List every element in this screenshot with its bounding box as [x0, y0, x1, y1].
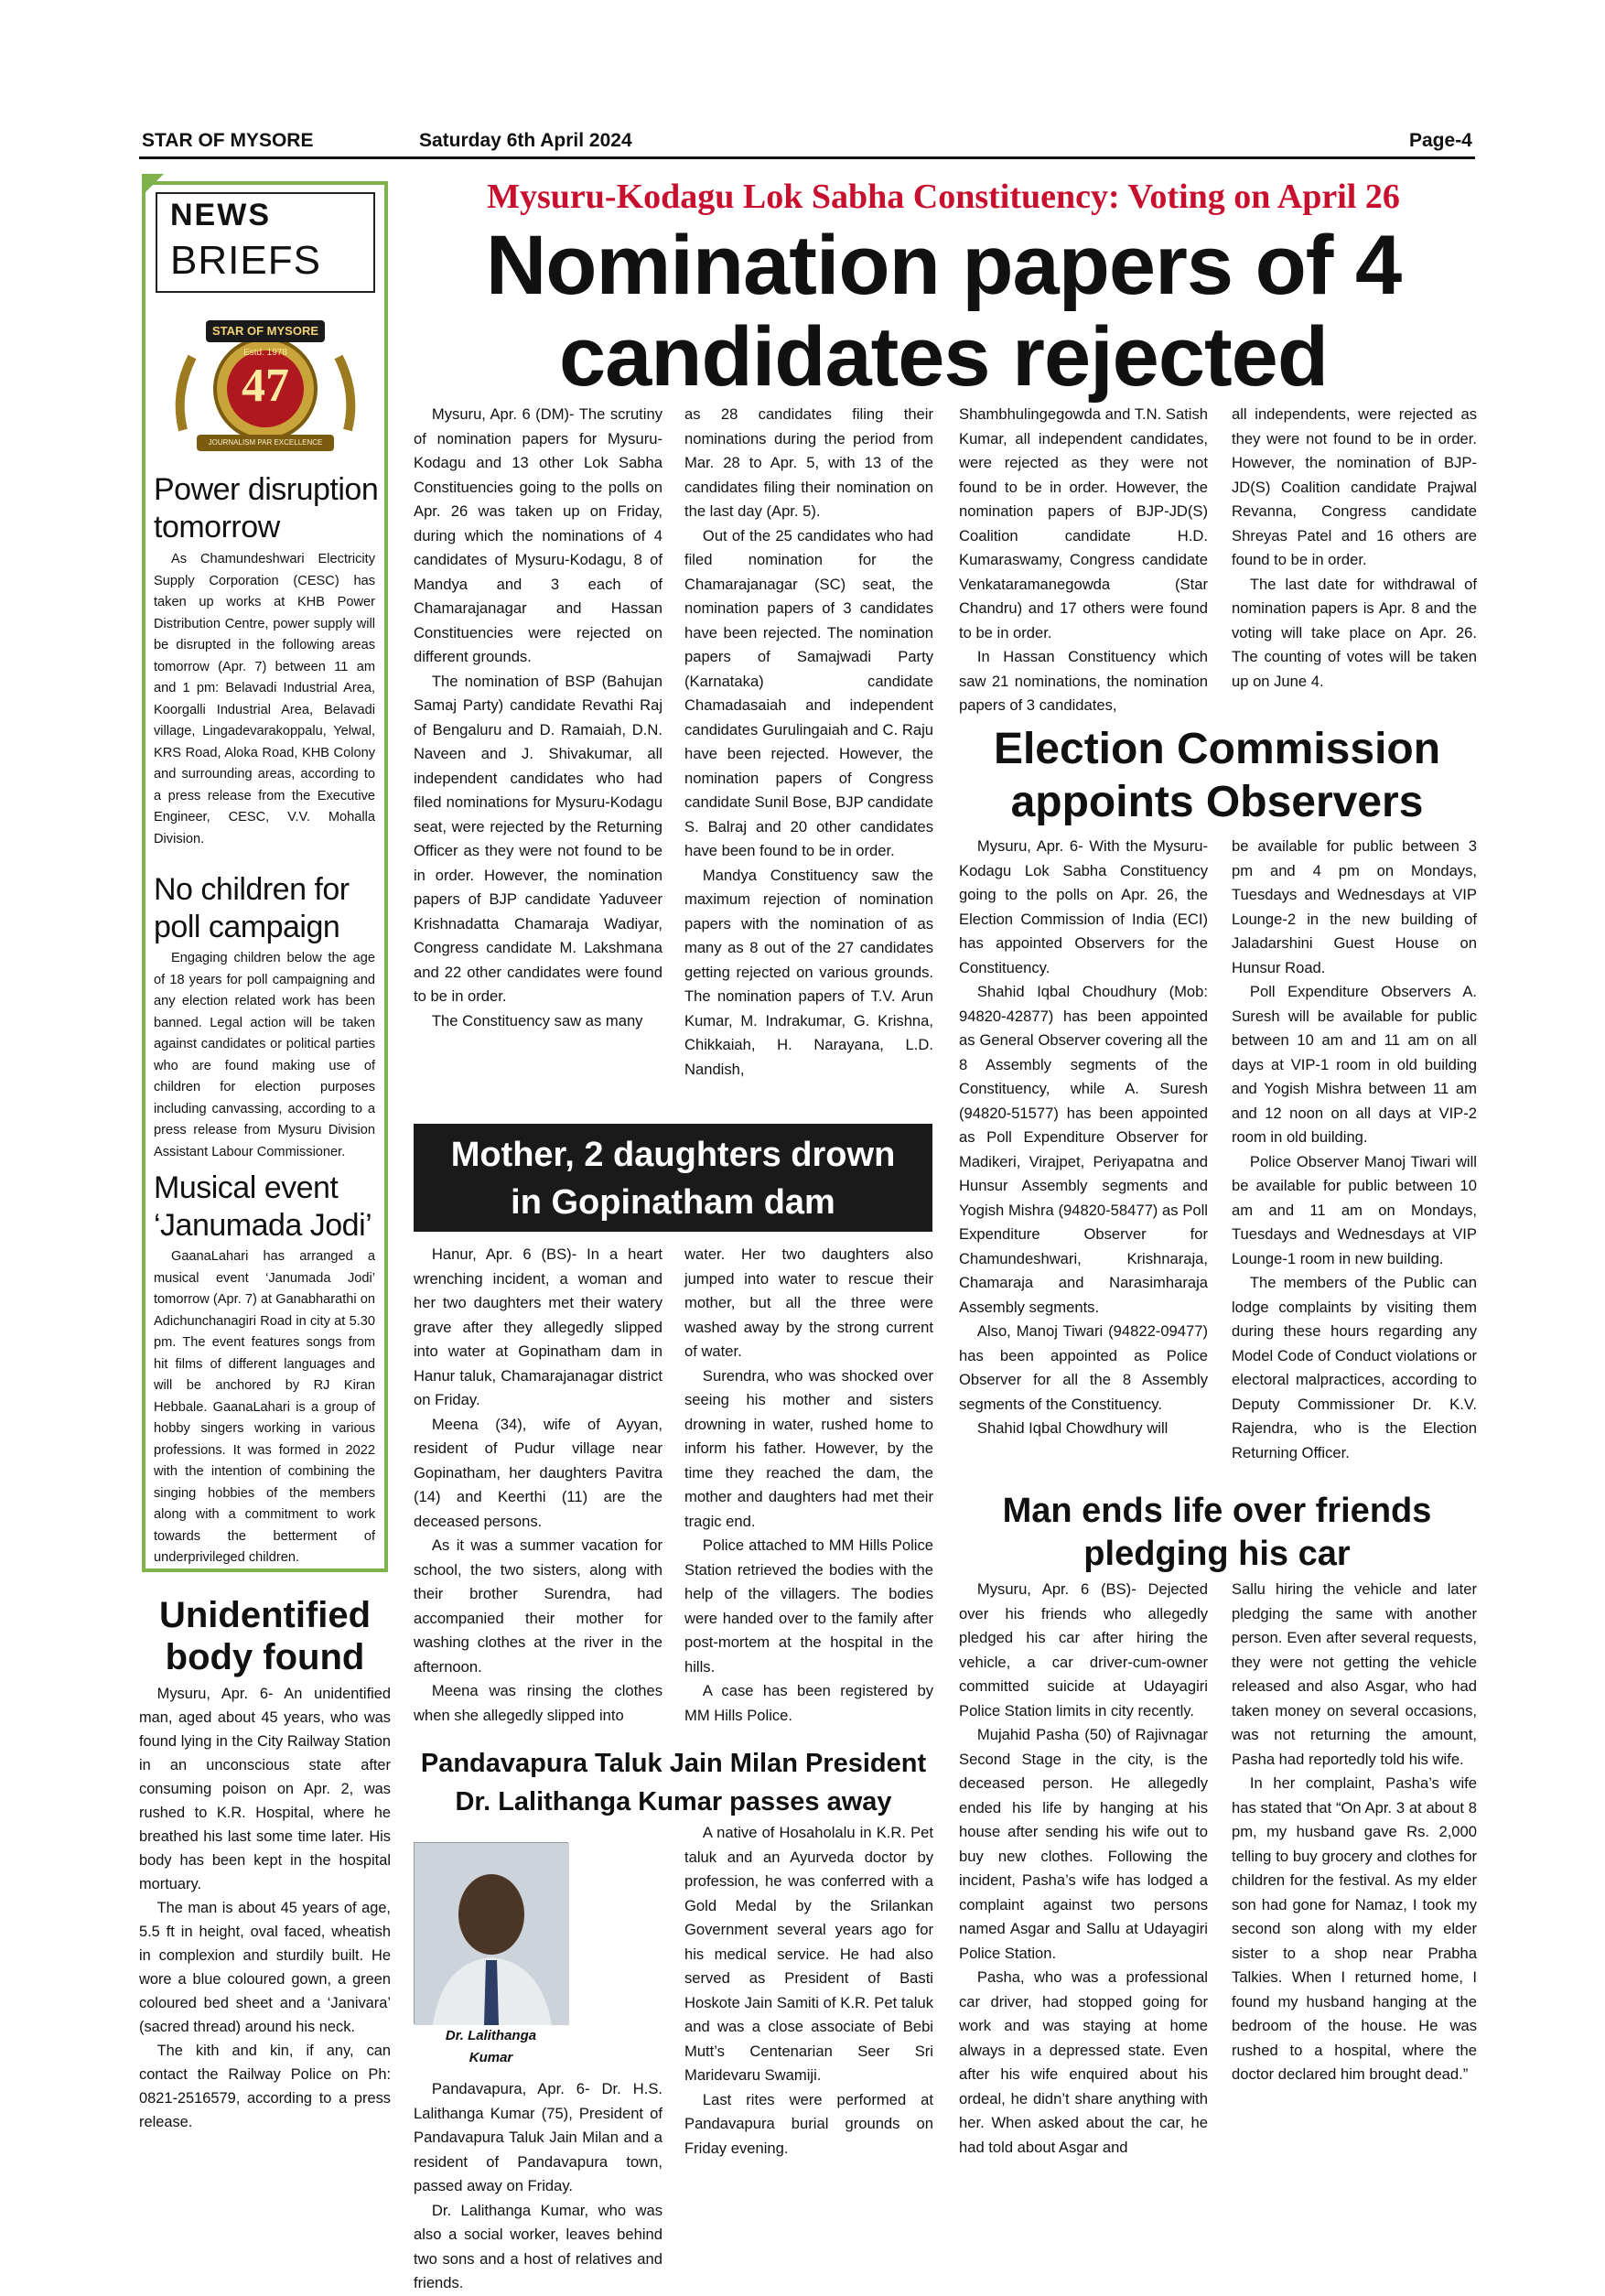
briefs-label-briefs: BRIEFS	[170, 238, 321, 283]
election-headline: Election Commission appoints Observers	[993, 725, 1441, 826]
lead-kicker: Mysuru-Kodagu Lok Sabha Constituency: Voting on April 26	[487, 178, 1400, 216]
lead-col-4: all independents, were rejected as they were not found to be in order. However, the nomination of BJP-JD(S) Coalition candidate Prajwal Revanna, Congress candidate Shreyas Patel and 16 others are found to be in order. The last date for withdrawal of nomination papers is Apr. 8 and the voting will take place on Apr. 26. The counting of votes will be taken up on June 4.	[1232, 405, 1477, 690]
brief-body-musical: GaanaLahari has arranged a musical event ‘Janumada Jodi’ tomorrow (Apr. 7) at Ganabharathi on Adichunchanagiri Road in city at 5.30 pm. The event features songs from hit films of different languages and will be anchored by RJ Kiran Hebbale. GaanaLahari is a group of hobby singers working in various professions. It was formed in 2022 with the intention of combining the singing hobbies of the members along with a commitment to work towards the betterment of underprivileged children.	[154, 1249, 375, 1565]
unidentified-article: Mysuru, Apr. 6- An unidentified man, aged about 45 years, who was found lying in the City Railway Station in an unconscious state after consuming poison on Apr. 2, was rushed to K.R. Hospital, where he breathed his last some time later. His body has been kept in the hospital mortuary. The man is about 45 years of age, 5.5 ft in height, oval faced, wheatish in complexion and sturdily built. He wore a blue coloured gown, a green coloured bed sheet and a ‘Janivara’ (sacred thread) around his neck. The kith and kin, if any, can contact the Railway Police on Ph: 0821-2516579, according to a press release.	[139, 1686, 391, 2130]
drown-col-1: Hanur, Apr. 6 (BS)- In a heart wrenching incident, a woman and her two daughters met their watery grave after they allegedly slipped into water at Gopinatham dam in Hanur taluk, Chamarajanagar district on Friday. Meena (34), wife of Ayyan, resident of Pudur village near Gopinatham, her daughters Pavitra (14) and Keerthi (11) are the deceased persons. As it was a summer vacation for school, the two sisters, along with their brother Surendra, had accompanied their mother for washing clothes at the river in the afternoon. Meena was rinsing the clothes when she allegedly slipped into	[414, 1245, 662, 1724]
obit-col-1: Pandavapura, Apr. 6- Dr. H.S. Lalithanga Kumar (75), President of Pandavapura Taluk Jain Milan and a resident of Pandavapura town, passed away on Friday. Dr. Lalithanga Kumar, who was also a social worker, leaves behind two sons and a host of relatives and friends.	[414, 1821, 662, 2156]
issue-date: Saturday 6th April 2024	[419, 130, 632, 151]
logo-top-text: STAR OF MYSORE	[211, 324, 319, 338]
election-col-2: be available for public between 3 pm and 4 pm on Mondays, Tuesdays and Wednesdays at VIP Lounge-2 in the new building of Jaladarshini Guest House on Hunsur Road. Poll Expenditure Observers A. Suresh will be available for public between 10 am and 11 am on all days at VIP-1 room in old building and Yogish Mishra between 11 am and 12 noon on all days at VIP-2 room in old building. Police Observer Manoj Tiwari will be available for public between 10 am and 11 am on Mondays, Tuesdays and Wednesdays at VIP Lounge-1 room in new building. The members of the Public can lodge complaints by visiting them during these hours regarding any Model Code of Conduct violations or electoral malpractices, according to Deputy Commissioner Dr. K.V. Rajendra, who is the Election Returning Officer.	[1232, 837, 1477, 1461]
obit-headline: Pandavapura Taluk Jain Milan President Dr. Lalithanga Kumar passes away	[420, 1749, 927, 1816]
lead-col-3: Shambhulingegowda and T.N. Satish Kumar, all independent candidates, were rejected as they were not found to be in order. However, the nomination papers of BJP-JD(S) Coalition candidate H.D. Kumaraswamy, Congress candidate Venkataramanegowda (Star Chandru) and 17 others were found to be in order. In Hassan Constituency which saw 21 nominations, the nomination papers of 3 candidates,	[959, 405, 1208, 714]
masthead-rule	[139, 156, 1475, 159]
suicide-col-2: Sallu hiring the vehicle and later pledging the same with another person. Even after several requests, they were not getting the vehicle released and also Asgar, who had taken money on several occasions, was not returning the amount, Pasha had reportedly told his wife. In her complaint, Pasha’s wife has stated that “On Apr. 3 at about 8 pm, my husband gave Rs. 2,000 telling to buy grocery and clothes for children for the festival. As my elder son had gone for Namaz, I took my second son along with my elder sister to a shop near Prabha Talkies. When I returned home, I found my husband hanging at the bedroom of the house. He was rushed to a hospital, where the doctor declared him brought dead.”	[1232, 1580, 1477, 2083]
brief-title-power-l2: tomorrow	[154, 510, 280, 544]
news-briefs-header	[156, 192, 375, 293]
brief-title-children-l1: No children for	[154, 872, 350, 907]
unidentified-headline: Unidentified body found	[158, 1595, 372, 1677]
brief-title-musical-l1: Musical event	[154, 1170, 339, 1205]
drown-col-2: water. Her two daughters also jumped into water to rescue their mother, but all the three were washed away by the strong current of water. Surendra, who was shocked over seeing his mother and sisters drowning in water, rushed home to inform his father. However, by the time they reached the dam, the mother and daughters had met their tragic end. Police attached to MM Hills Police Station retrieved the bodies with the help of the villagers. The bodies were handed over to the family after post-mortem at the hospital in the hills. A case has been registered by MM Hills Police.	[684, 1245, 933, 1724]
logo-ribbon: JOURNALISM PAR EXCELLENCE	[208, 438, 323, 447]
photo-float-spacer	[414, 1821, 580, 2077]
brief-title-power-l1: Power disruption	[154, 472, 379, 507]
briefs-label-news: NEWS	[170, 198, 271, 232]
page-number: Page-4	[1409, 130, 1472, 151]
suicide-col-1: Mysuru, Apr. 6 (BS)- Dejected over his friends who allegedly pledged his car after hiring the vehicle, a car driver-cum-owner committed suicide at Udayagiri Police Station limits in city recently. Mujahid Pasha (50) of Rajivnagar Second Stage in the city, is the deceased person. He allegedly ended his life by hanging at his house after sending his wife out to buy new clothes. Following the incident, Pasha’s wife has lodged a complaint against two persons named Asgar and Sallu at Udayagiri Police Station. Pasha, who was a professional car driver, had stopped going for work and was staying at home always in a depressed state. Even after his wife enquired about his ordeal, he didn’t share anything with her. When asked about the car, he had told about Asgar and	[959, 1580, 1208, 2156]
newspaper-name: STAR OF MYSORE	[142, 130, 314, 151]
logo-number: 47	[242, 360, 289, 412]
brief-body-children: Engaging children below the age of 18 years for poll campaigning and any election related work has been banned. Legal action will be taken against candidates or political parties who are found making use of children for election purposes including canvassing, according to a press release from Mysuru Division Assistant Labour Commissioner.	[154, 951, 375, 1159]
star-of-mysore-47-logo	[156, 302, 375, 467]
lead-col-1: Mysuru, Apr. 6 (DM)- The scrutiny of nomination papers for Mysuru-Kodagu and 13 other Lok Sabha Constituencies going to the polls on Apr. 26 was taken up on Friday, during which the nominations of 4 candidates of Mysuru-Kodagu, 8 of Mandya and 3 each of Chamarajanagar and Hassan Constituencies were rejected on different grounds. The nomination of BSP (Bahujan Samaj Party) candidate Revathi Raj of Bengaluru and D. Ramaiah, D.N. Naveen and J. Shivakumar, all independent candidates who had filed nominations for Mysuru-Kodagu seat, were rejected by the Returning Officer as they were not found to be in order. However, the nomination papers of BJP candidate Yaduveer Krishnadatta Chamaraja Wadiyar, Congress candidate M. Lakshmana and 22 other candidates were found to be in order. The Constituency saw as many	[414, 405, 662, 1029]
election-col-1: Mysuru, Apr. 6- With the Mysuru-Kodagu Lok Sabha Constituency going to the polls on Apr. 26, the Election Commission of India (ECI) has appointed Observers for the Constituency. Shahid Iqbal Choudhury (Mob: 94820-42877) has been appointed as General Observer covering all the 8 Assembly segments of the Constituency, while A. Suresh (94820-51577) has been appointed as Poll Expenditure Observer for Madikeri, Virajpet, Periyapatna and Hunsur Assembly segments and Yogish Mishra (94820-58477) as Poll Expenditure Observer for Chamundeshwari, Krishnaraja, Chamaraja and Narasimharaja Assembly segments. Also, Manoj Tiwari (94822-09477) has been appointed as Police Observer for all the 8 Assembly segments of the Constituency. Shahid Iqbal Chowdhury will	[959, 837, 1208, 1437]
brief-body-power: As Chamundeshwari Electricity Supply Corporation (CESC) has taken up works at KHB Power Distribution Centre, power supply will be disrupted in the following areas tomorrow (Apr. 7) between 11 am and 1 pm: Belavadi Industrial Area, Koorgalli Industrial Area, Belavadi village, Lingadevarakoppalu, Yelwal, KRS Road, Aloka Road, KHB Colony and surrounding areas, according to a press release from the Executive Engineer, CESC, V.V. Mohalla Division.	[154, 552, 375, 846]
brief-title-children-l2: poll campaign	[154, 910, 340, 944]
obit-col-2: A native of Hosaholalu in K.R. Pet taluk and an Ayurveda doctor by profession, he was conferred with a Gold Medal by the Srilankan Government several years ago for his medical service. He had also served as President of Basti Hoskote Jain Samiti of K.R. Pet taluk and was a close associate of Bebi Mutt’s Centenarian Seer Sri Maridevaru Swamiji. Last rites were performed at Pandavapura burial grounds on Friday evening.	[684, 1824, 933, 2157]
lead-headline: Nomination papers of 4 candidates rejected	[485, 219, 1402, 404]
logo-estd: Estd. 1978	[243, 348, 287, 358]
suicide-headline: Man ends life over friends pledging his car	[1002, 1492, 1432, 1573]
photo-caption: Dr. Lalithanga Kumar	[445, 2028, 537, 2065]
lead-col-2: as 28 candidates filing their nominations during the period from Mar. 28 to Apr. 5, with 13 of the candidates filing their nomination on the last day (Apr. 5). Out of the 25 candidates who had filed nomination for the Chamarajanagar (SC) seat, the nomination papers of 3 candidates have been rejected. The nomination papers of Samajwadi Party (Karnataka) candidate Chamadasaiah and independent candidates Gurulingaiah and C. Raju have been rejected. However, the nomination papers of Congress candidate Sunil Bose, BJP candidate S. Balraj and 20 other candidates have been found to be in order. Mandya Constituency saw the maximum rejection of nomination papers with the nomination of as many as 8 out of the 27 candidates getting rejected on various grounds. The nomination papers of T.V. Arun Kumar, M. Indrakumar, G. Krishna, Chikkaiah, H. Narayana, L.D. Nandish,	[684, 405, 933, 1078]
drown-headline-banner: Mother, 2 daughters drown in Gopinatham dam	[414, 1124, 932, 1232]
brief-title-musical-l2: ‘Janumada Jodi’	[154, 1208, 372, 1243]
